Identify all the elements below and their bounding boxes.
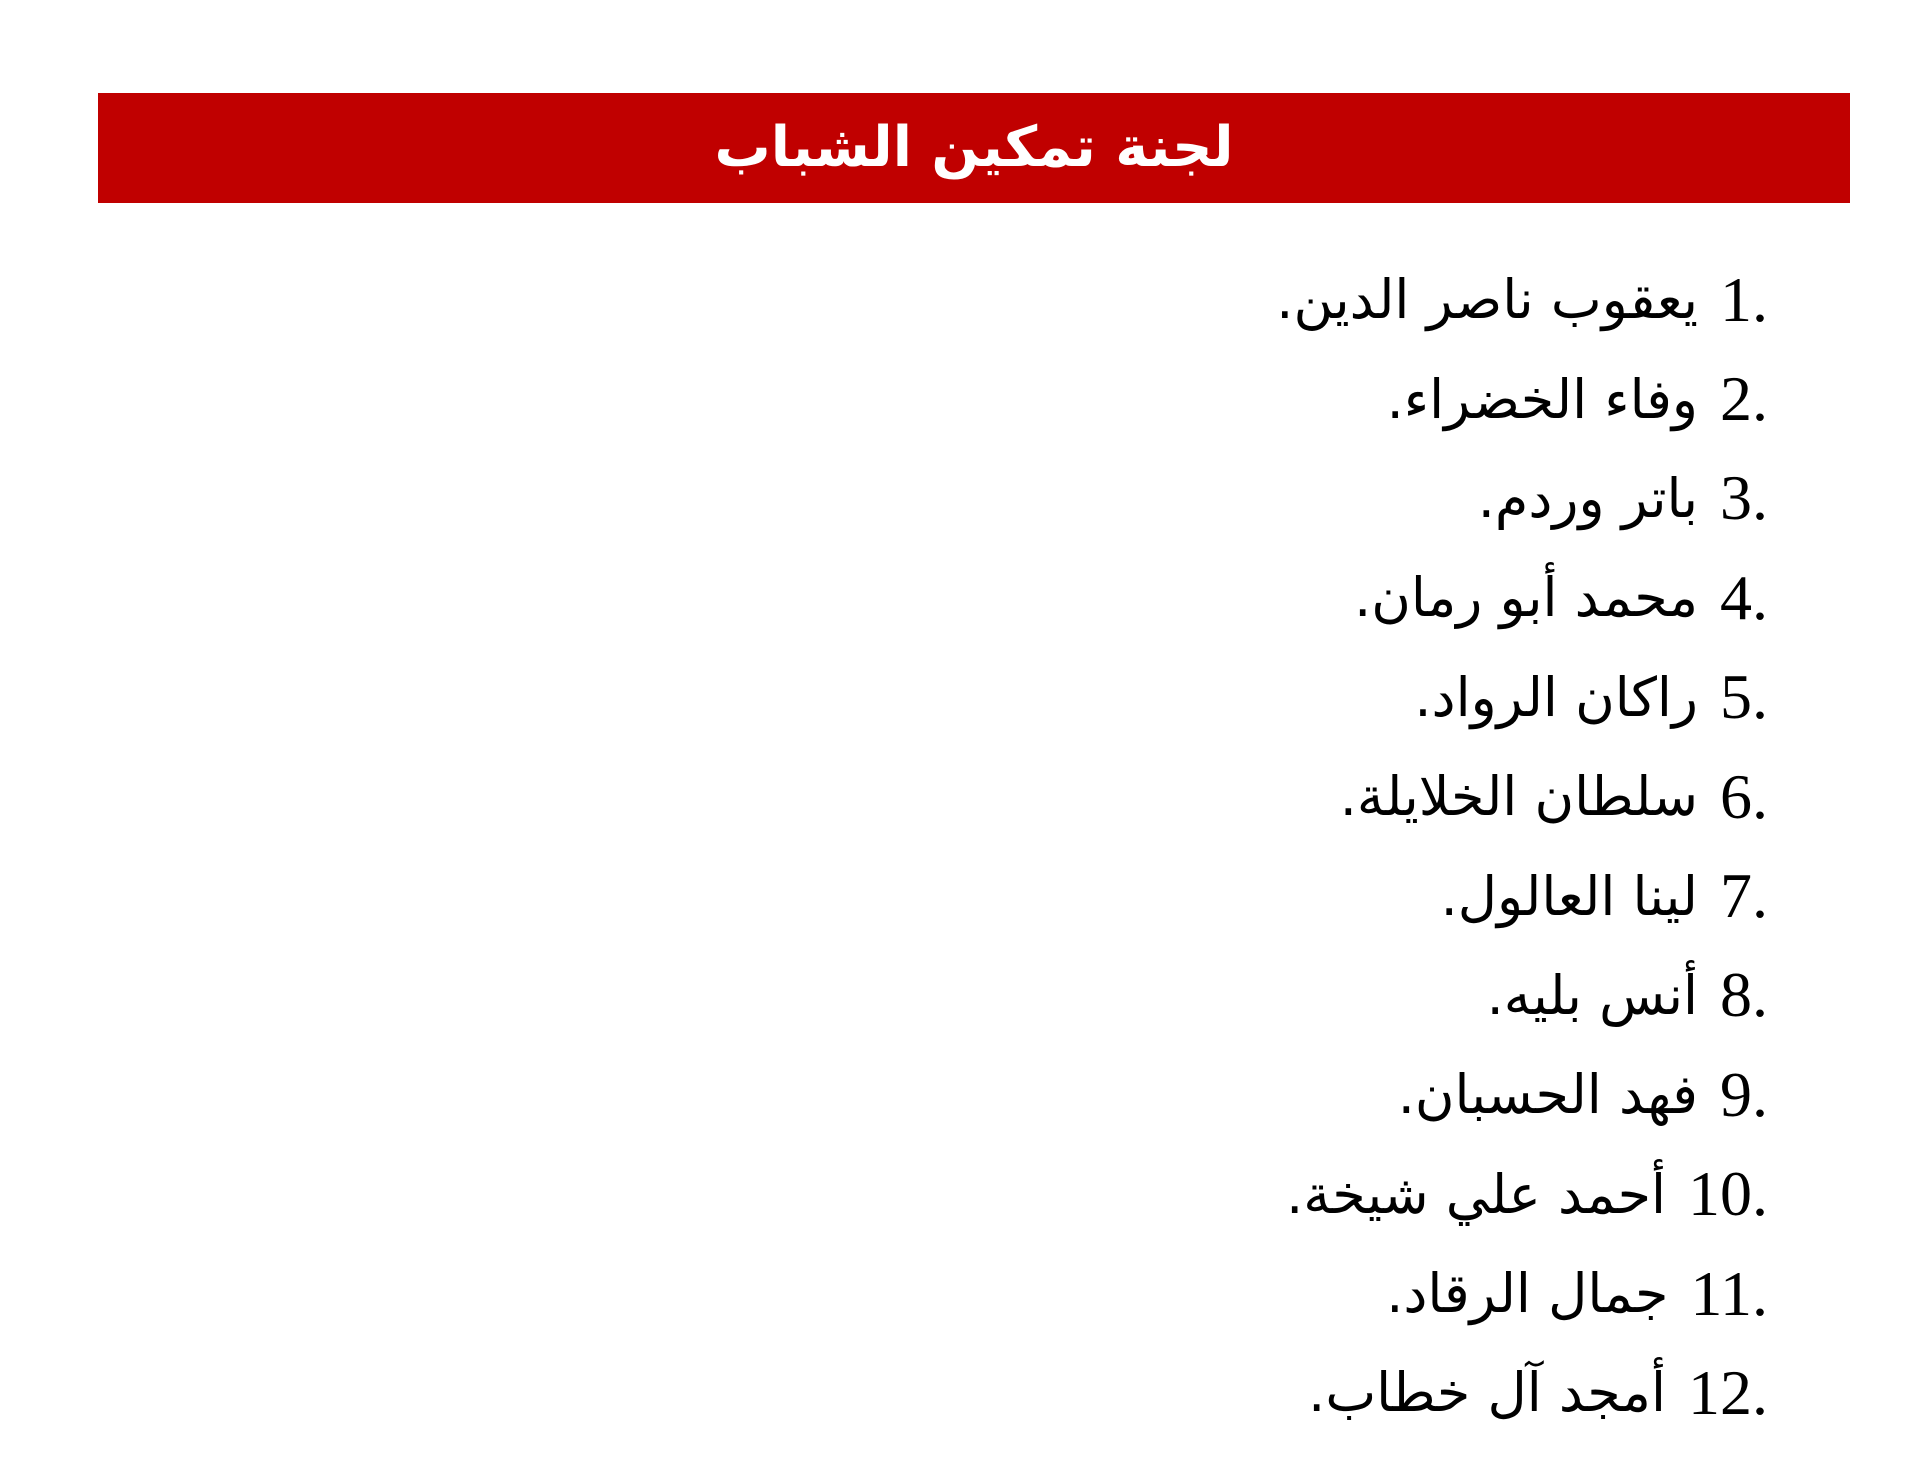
list-item xyxy=(668,250,1768,349)
member-name: جمال الرقاد. xyxy=(1386,1262,1669,1326)
member-name: أنس بليه. xyxy=(1486,963,1698,1027)
list-item xyxy=(668,1145,1768,1244)
member-number: 8. xyxy=(1720,959,1768,1031)
member-number: 2. xyxy=(1720,363,1768,435)
list-item xyxy=(668,1045,1768,1144)
list-item xyxy=(668,1244,1768,1343)
member-number: 11. xyxy=(1690,1257,1768,1329)
member-number: 6. xyxy=(1720,760,1768,832)
list-item xyxy=(668,349,1768,448)
member-number: 3. xyxy=(1720,462,1768,534)
list-item xyxy=(668,449,1768,548)
member-name: يعقوب ناصر الدين. xyxy=(1276,268,1698,332)
member-name: راكان الرواد. xyxy=(1414,665,1698,729)
member-name: وفاء الخضراء. xyxy=(1386,367,1698,431)
member-number: 9. xyxy=(1720,1058,1768,1130)
member-number: 10. xyxy=(1688,1158,1768,1230)
member-number: 1. xyxy=(1720,263,1768,335)
member-number: 7. xyxy=(1720,860,1768,932)
member-name: لينا العالول. xyxy=(1440,864,1698,928)
member-name: أحمد علي شيخة. xyxy=(1286,1162,1666,1226)
member-name: باتر وردم. xyxy=(1477,466,1698,530)
member-list xyxy=(668,250,1768,1443)
member-number: 4. xyxy=(1720,561,1768,633)
list-item xyxy=(668,648,1768,747)
member-name: سلطان الخلايلة. xyxy=(1339,765,1698,829)
list-item xyxy=(668,846,1768,945)
list-item xyxy=(668,548,1768,647)
member-name: أمجد آل خطاب. xyxy=(1308,1361,1666,1425)
list-item xyxy=(668,946,1768,1045)
member-number: 5. xyxy=(1720,661,1768,733)
member-number: 12. xyxy=(1688,1356,1768,1428)
list-item xyxy=(668,1343,1768,1442)
title-banner xyxy=(98,93,1850,203)
list-item xyxy=(668,747,1768,846)
page-title: لجنة تمكين الشباب xyxy=(714,115,1234,180)
member-name: محمد أبو رمان. xyxy=(1354,566,1698,630)
member-name: فهد الحسبان. xyxy=(1397,1063,1698,1127)
